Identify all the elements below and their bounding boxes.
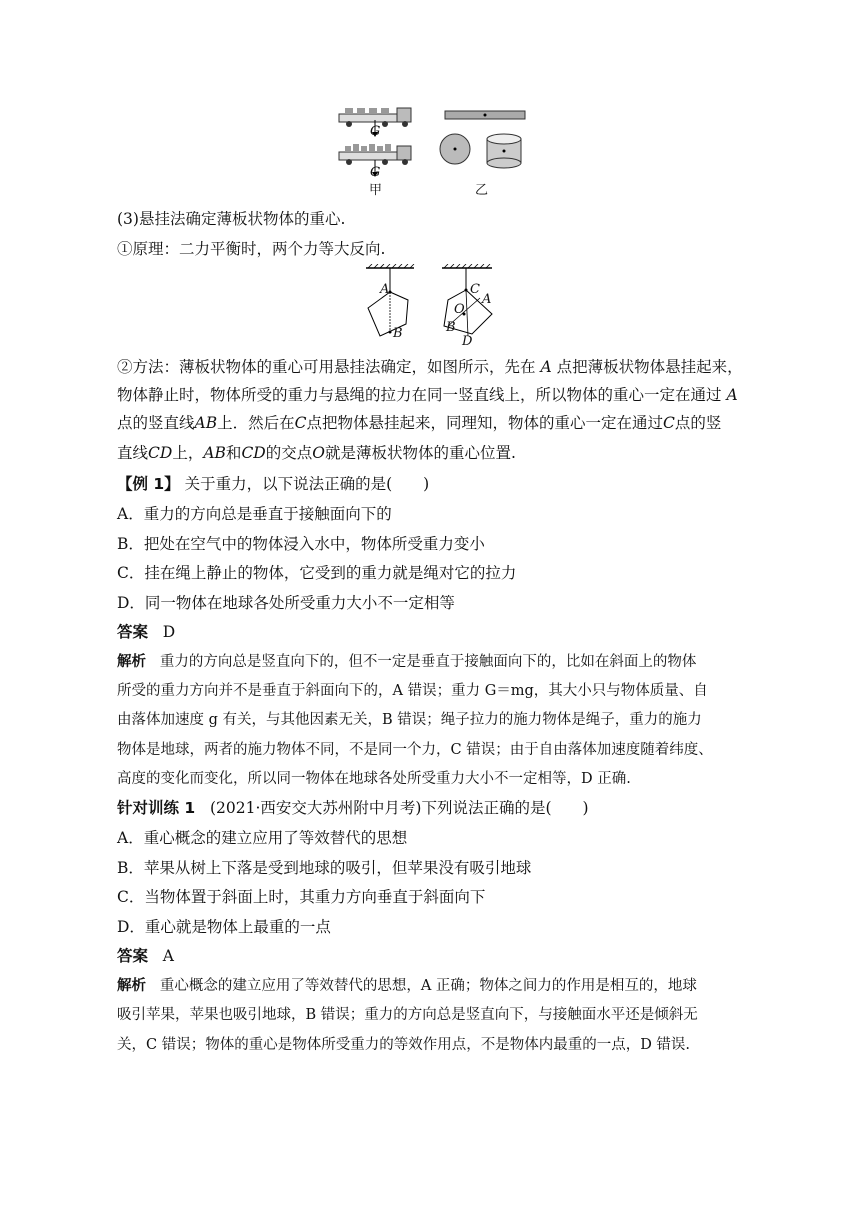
example1-analysis-5: 高度的变化而变化，所以同一物体在地球各处所受重力大小不一定相等，D 正确. xyxy=(117,771,631,787)
cylinder-icon xyxy=(487,134,521,168)
label-B-left: B xyxy=(393,326,403,341)
label-yi: 乙 xyxy=(475,183,489,198)
training1-option-d: D．重心就是物体上最重的一点 xyxy=(117,918,331,936)
figure-truck-and-objects xyxy=(335,104,535,199)
method-line-4: 直线CD上，AB和CD的交点O就是薄板状物体的重心位置. xyxy=(117,444,516,462)
section3-principle: ①原理：二力平衡时，两个力等大反向. xyxy=(117,240,386,258)
label-A-right: A xyxy=(482,292,492,307)
figure-hanging-method xyxy=(362,264,502,354)
label-O: O xyxy=(454,302,465,317)
example1-option-a: A．重力的方向总是垂直于接触面向下的 xyxy=(117,505,392,523)
label-g-top: G xyxy=(370,124,381,139)
example1-question: 【例 1】 关于重力，以下说法正确的是( ) xyxy=(117,475,430,493)
training1-answer: 答案 A xyxy=(117,947,174,965)
training1-question: 针对训练 1 (2021·西安交大苏州附中月考)下列说法正确的是( ) xyxy=(117,799,589,817)
example1-option-d: D．同一物体在地球各处所受重力大小不一定相等 xyxy=(117,594,455,612)
hanging-drawing xyxy=(362,264,502,354)
method-line-3: 点的竖直线AB上．然后在C点把物体悬挂起来，同理知，物体的重心一定在通过C点的竖 xyxy=(117,414,722,432)
label-g-bottom: G xyxy=(370,165,381,180)
training1-analysis-3: 关，C 错误；物体的重心是物体所受重力的等效作用点，不是物体内最重的一点，D 错误. xyxy=(117,1037,691,1053)
section3-heading: (3)悬挂法确定薄板状物体的重心. xyxy=(117,210,346,228)
truck-objects-drawing xyxy=(335,104,535,199)
method-line-1: ②方法：薄板状物体的重心可用悬挂法确定，如图所示，先在 A 点把薄板状物体悬挂起来， xyxy=(117,358,743,376)
training1-analysis-1: 解析 重心概念的建立应用了等效替代的思想，A 正确；物体之间力的作用是相互的，地球 xyxy=(117,978,697,994)
example1-option-c: C．挂在绳上静止的物体，它受到的重力就是绳对它的拉力 xyxy=(117,564,517,582)
label-jia: 甲 xyxy=(369,183,383,198)
example1-answer: 答案 D xyxy=(117,623,176,641)
method-line-2: 物体静止时，物体所受的重力与悬绳的拉力在同一竖直线上，所以物体的重心一定在通过 A xyxy=(117,386,738,404)
training1-option-a: A．重心概念的建立应用了等效替代的思想 xyxy=(117,829,408,847)
label-D: D xyxy=(462,334,473,349)
example1-analysis-3: 由落体加速度 g 有关，与其他因素无关，B 错误；绳子拉力的施力物体是绳子，重力的施力 xyxy=(117,712,702,728)
label-B-right: B xyxy=(446,320,456,335)
training1-option-b: B．苹果从树上下落是受到地球的吸引，但苹果没有吸引地球 xyxy=(117,859,532,877)
training1-option-c: C．当物体置于斜面上时，其重力方向垂直于斜面向下 xyxy=(117,888,486,906)
label-C: C xyxy=(470,282,480,297)
training1-analysis-2: 吸引苹果，苹果也吸引地球，B 错误；重力的方向总是竖直向下，与接触面水平还是倾斜无 xyxy=(117,1007,698,1023)
label-A-left: A xyxy=(380,282,390,297)
example1-option-b: B．把处在空气中的物体浸入水中，物体所受重力变小 xyxy=(117,535,485,553)
example1-analysis-4: 物体是地球，两者的施力物体不同，不是同一个力，C 错误；由于自由落体加速度随着纬度、 xyxy=(117,742,713,758)
example1-analysis-2: 所受的重力方向并不是垂直于斜面向下的，A 错误；重力 G＝mg，其大小只与物体质量、自 xyxy=(117,683,708,699)
example1-analysis-1: 解析 重力的方向总是竖直向下的，但不一定是垂直于接触面向下的，比如在斜面上的物体 xyxy=(117,654,697,670)
